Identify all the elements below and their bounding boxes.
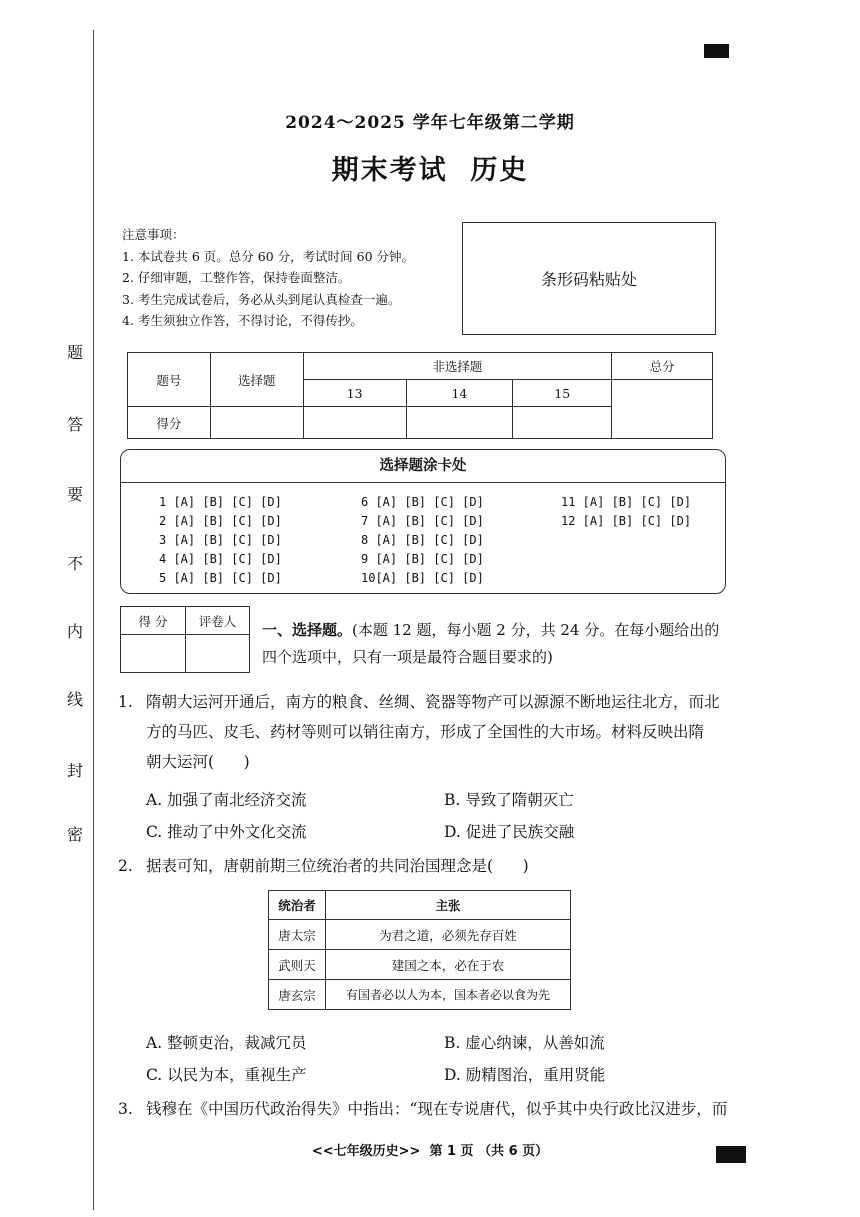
answer-bubble-row[interactable]: 9 [A] [B] [C] [D]: [361, 552, 484, 566]
answer-bubble-row[interactable]: 10[A] [B] [C] [D]: [361, 571, 484, 585]
question-2-option-c: C. 以民为本，重视生产: [146, 1066, 307, 1084]
question-1-option-d: D. 促进了民族交融: [444, 823, 575, 841]
section-1-title: 一、选择题。: [262, 621, 353, 639]
question-1-line: 隋朝大运河开通后，南方的粮食、丝绸、瓷器等物产可以源源不断地运往北方，而北: [146, 693, 720, 711]
binding-line: [93, 30, 94, 1210]
page-footer: <<七年级历史>> 第 1 页 （共 6 页）: [311, 1144, 549, 1159]
notes-item: 2. 仔细审题，工整作答，保持卷面整洁。: [122, 270, 351, 285]
grader-name-cell[interactable]: [186, 635, 250, 673]
score-cell-q15[interactable]: [513, 407, 612, 439]
answer-bubble-row[interactable]: 8 [A] [B] [C] [D]: [361, 533, 484, 547]
seal-char: 密: [66, 825, 83, 844]
seal-char: 封: [66, 761, 83, 780]
question-2-option-b: B. 虚心纳谏，从善如流: [444, 1034, 605, 1052]
answer-bubble-row[interactable]: 4 [A] [B] [C] [D]: [159, 552, 282, 566]
question-2-number: 2.: [118, 857, 133, 875]
seal-char: 内: [66, 622, 83, 641]
question-1-option-c: C. 推动了中外文化交流: [146, 823, 307, 841]
policy-table-ruler: 唐太宗: [269, 920, 326, 950]
policy-table-idea: 为君之道，必须先存百姓: [326, 920, 571, 950]
answer-bubble-row[interactable]: 2 [A] [B] [C] [D]: [159, 514, 282, 528]
notes-heading: 注意事项：: [122, 227, 185, 242]
grader-box: [120, 606, 250, 673]
policy-table-ruler: 武则天: [269, 950, 326, 980]
score-cell-q13[interactable]: [303, 407, 406, 439]
score-header-q15: 15: [513, 380, 612, 407]
policy-table-header-idea: 主张: [326, 891, 571, 920]
answer-column-1: [159, 493, 282, 588]
question-3-stem: 钱穆在《中国历代政治得失》中指出：“现在专说唐代，似乎其中央行政比汉进步，而: [146, 1100, 728, 1118]
policy-table-idea: 建国之本，必在于农: [326, 950, 571, 980]
seal-char: 线: [66, 690, 83, 709]
score-header-question-no: 题号: [128, 353, 211, 407]
question-1-option-b: B. 导致了隋朝灭亡: [444, 791, 574, 809]
question-3-number: 3.: [118, 1100, 133, 1118]
policy-table: [268, 890, 571, 1010]
answer-bubble-row[interactable]: 7 [A] [B] [C] [D]: [361, 514, 484, 528]
notes-item: 1. 本试卷共 6 页。总分 60 分，考试时间 60 分钟。: [122, 248, 415, 264]
score-cell-choice[interactable]: [210, 407, 303, 439]
section-1-heading: [262, 617, 732, 671]
answer-bubble-row[interactable]: 3 [A] [B] [C] [D]: [159, 533, 282, 547]
score-header-non-choice: 非选择题: [303, 353, 611, 380]
score-row-label: 得分: [128, 407, 211, 439]
question-2-option-d: D. 励精图治，重用贤能: [444, 1066, 606, 1084]
score-table: [127, 352, 713, 439]
policy-table-header-ruler: 统治者: [269, 891, 326, 920]
score-header-total: 总分: [612, 353, 713, 380]
score-cell-q14[interactable]: [406, 407, 513, 439]
question-1-option-a: A. 加强了南北经济交流: [146, 791, 307, 809]
policy-table-idea: 有国者必以人为本，国本者必以食为先: [326, 980, 571, 1010]
score-header-q13: 13: [303, 380, 406, 407]
answer-column-2: [361, 493, 484, 588]
question-2-option-a: A. 整顿吏治，裁减冗员: [146, 1034, 307, 1052]
notes-block: [122, 224, 414, 332]
question-1-line: 方的马匹、皮毛、药材等则可以销往南方，形成了全国性的大市场。材料反映出隋: [146, 723, 705, 741]
exam-year-line: 2024～2025 学年七年级第二学期: [285, 113, 575, 133]
grader-name-label: 评卷人: [186, 607, 250, 635]
question-1-line: 朝大运河( ): [146, 753, 250, 771]
notes-item: 3. 考生完成试卷后，务必从头到尾认真检查一遍。: [122, 291, 401, 307]
question-1-number: 1.: [118, 693, 133, 711]
policy-table-ruler: 唐玄宗: [269, 980, 326, 1010]
score-header-q14: 14: [406, 380, 513, 407]
answer-card-title: 选择题涂卡处: [121, 450, 725, 483]
seal-char: 题: [66, 343, 83, 362]
question-2-stem: 据表可知，唐朝前期三位统治者的共同治国理念是( ): [146, 857, 529, 875]
exam-title: 期末考试 历史: [331, 155, 529, 186]
section-1-desc: (本题 12 题，每小题 2 分，共 24 分。在每小题给出的四个选项中，只有一项是最符合题目要求的): [262, 621, 720, 666]
answer-bubble-row[interactable]: 6 [A] [B] [C] [D]: [361, 495, 484, 509]
seal-char: 不: [66, 554, 83, 573]
answer-bubble-row[interactable]: 11 [A] [B] [C] [D]: [561, 495, 692, 509]
answer-bubble-row[interactable]: 5 [A] [B] [C] [D]: [159, 571, 282, 585]
seal-char: 要: [66, 485, 83, 504]
answer-bubble-row[interactable]: 12 [A] [B] [C] [D]: [561, 514, 692, 528]
answer-card: [120, 449, 726, 594]
notes-item: 4. 考生须独立作答，不得讨论，不得传抄。: [122, 313, 363, 328]
seal-char: 答: [66, 415, 83, 434]
answer-bubble-row[interactable]: 1 [A] [B] [C] [D]: [159, 495, 282, 509]
alignment-mark-top: [704, 44, 729, 58]
score-header-choice: 选择题: [210, 353, 303, 407]
grader-score-cell[interactable]: [121, 635, 186, 673]
grader-score-label: 得 分: [121, 607, 186, 635]
question-1-stem: [146, 687, 736, 777]
barcode-area: [462, 222, 716, 335]
score-cell-total[interactable]: [612, 380, 713, 439]
barcode-label: 条形码粘贴处: [540, 270, 637, 289]
answer-column-3: [561, 493, 691, 531]
